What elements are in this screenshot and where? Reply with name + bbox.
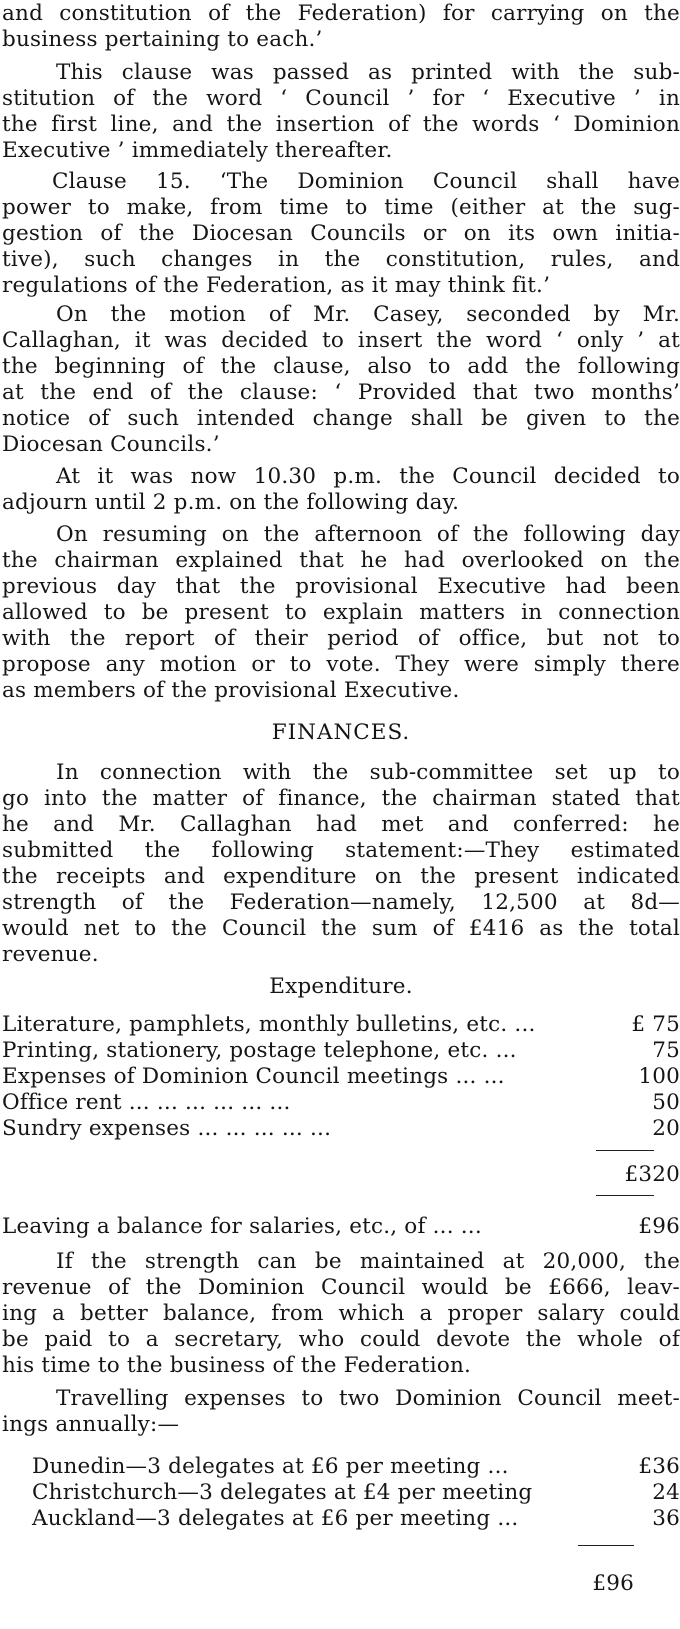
text-line: his time to the business of the Federation. bbox=[2, 1353, 472, 1378]
travel-row bbox=[32, 1479, 680, 1506]
text-line: At it was now 10.30 p.m. the Council decided to bbox=[56, 464, 680, 489]
text-line: the chairman explained that he had overlooked on the bbox=[2, 548, 680, 573]
sum-rule bbox=[596, 1150, 654, 1151]
text-line: tive), such changes in the constitution, rules, and bbox=[2, 247, 680, 272]
balance-amount: £96 bbox=[638, 1214, 680, 1239]
text-line: regulations of the Federation, as it may think fit.’ bbox=[2, 273, 551, 298]
expenditure-row bbox=[2, 1115, 680, 1142]
text-line: power to make, from time to time (either at the sug- bbox=[2, 195, 680, 220]
text-line: strength of the Federation—namely, 12,500 at 8d— bbox=[2, 890, 680, 915]
text-line: go into the matter of finance, the chairman stated that bbox=[2, 786, 680, 811]
text-line: Travelling expenses to two Dominion Council meet- bbox=[56, 1386, 680, 1411]
text-line: business pertaining to each.’ bbox=[2, 27, 323, 52]
text-line: the beginning of the clause, also to add the following bbox=[2, 354, 680, 379]
travel-amount: 24 bbox=[652, 1480, 680, 1505]
text-line: previous day that the provisional Executive had been bbox=[2, 574, 680, 599]
expenditure-label: Office rent ... ... ... ... ... ... bbox=[2, 1090, 291, 1115]
expenditure-amount: 50 bbox=[652, 1090, 680, 1115]
expenditure-total: £320 bbox=[624, 1162, 680, 1187]
text-line: Callaghan, it was decided to insert the word ‘ only ’ at bbox=[2, 328, 680, 353]
travel-row bbox=[32, 1505, 680, 1532]
expenditure-amount: 20 bbox=[652, 1116, 680, 1141]
text-line: ing a better balance, from which a proper salary could bbox=[2, 1301, 680, 1326]
subheading: Expenditure. bbox=[269, 974, 413, 999]
travel-row bbox=[32, 1453, 680, 1480]
text-line: with the report of their period of office, but not to bbox=[2, 626, 680, 651]
travel-amount: 36 bbox=[652, 1506, 680, 1531]
text-line: Diocesan Councils.’ bbox=[2, 432, 220, 457]
text-line: Executive ’ immediately thereafter. bbox=[2, 138, 393, 163]
expenditure-amount: 75 bbox=[652, 1038, 680, 1063]
travel-label: Auckland—3 delegates at £6 per meeting ... bbox=[32, 1506, 519, 1531]
travel-amount: £36 bbox=[638, 1454, 680, 1479]
text-line: revenue of the Dominion Council would be £666, leav- bbox=[2, 1275, 680, 1300]
expenditure-amount: £ 75 bbox=[631, 1012, 680, 1037]
text-line: This clause was passed as printed with the sub- bbox=[56, 60, 680, 85]
text-line: be paid to a secretary, who could devote the whole of bbox=[2, 1327, 680, 1352]
text-line: he and Mr. Callaghan had met and conferred: he bbox=[2, 812, 680, 837]
text-line: If the strength can be maintained at 20,000, the bbox=[56, 1249, 680, 1274]
text-line: notice of such intended change shall be given to the bbox=[2, 406, 680, 431]
text-line: propose any motion or to vote. They were simply there bbox=[2, 652, 680, 677]
expenditure-label: Literature, pamphlets, monthly bulletins, etc. ... bbox=[2, 1012, 536, 1037]
text-line: at the end of the clause: ‘ Provided that two months’ bbox=[2, 380, 680, 405]
text-line: the first line, and the insertion of the words ‘ Dominion bbox=[2, 112, 680, 137]
sum-rule bbox=[596, 1195, 654, 1196]
section-heading: FINANCES. bbox=[271, 720, 411, 745]
text-line: submitted the following statement:—They estimated bbox=[2, 838, 680, 863]
text-line: the receipts and expenditure on the present indicated bbox=[2, 864, 680, 889]
text-line: allowed to be present to explain matters in connection bbox=[2, 600, 680, 625]
text-line: stitution of the word ‘ Council ’ for ‘ Executive ’ in bbox=[2, 86, 680, 111]
travel-label: Dunedin—3 delegates at £6 per meeting ... bbox=[32, 1454, 509, 1479]
expenditure-row bbox=[2, 1089, 680, 1116]
expenditure-label: Expenses of Dominion Council meetings ... ... bbox=[2, 1064, 505, 1089]
text-line: would net to the Council the sum of £416 as the total bbox=[2, 916, 680, 941]
sum-rule bbox=[578, 1545, 634, 1546]
text-line: revenue. bbox=[2, 942, 99, 967]
expenditure-label: Sundry expenses ... ... ... ... ... bbox=[2, 1116, 332, 1141]
balance-row bbox=[2, 1213, 680, 1240]
text-line: On resuming on the afternoon of the following day bbox=[56, 522, 680, 547]
text-line: In connection with the sub-committee set up to bbox=[56, 760, 680, 785]
travel-total: £96 bbox=[592, 1571, 634, 1596]
travel-label: Christchurch—3 delegates at £4 per meeting bbox=[32, 1480, 533, 1505]
expenditure-label: Printing, stationery, postage telephone, etc. ... bbox=[2, 1038, 517, 1063]
text-line: as members of the provisional Executive. bbox=[2, 678, 460, 703]
text-line: On the motion of Mr. Casey, seconded by Mr. bbox=[56, 302, 680, 327]
text-line: ings annually:— bbox=[2, 1412, 180, 1437]
text-line: Clause 15. ‘The Dominion Council shall have bbox=[52, 169, 680, 194]
text-line: gestion of the Diocesan Councils or on its own initia- bbox=[2, 221, 680, 246]
text-line: and constitution of the Federation) for carrying on the bbox=[2, 1, 680, 26]
text-line: adjourn until 2 p.m. on the following day. bbox=[2, 490, 460, 515]
expenditure-row bbox=[2, 1037, 680, 1064]
balance-label: Leaving a balance for salaries, etc., of ... ... bbox=[2, 1214, 482, 1239]
expenditure-amount: 100 bbox=[638, 1064, 680, 1089]
expenditure-row bbox=[2, 1063, 680, 1090]
expenditure-row bbox=[2, 1011, 680, 1038]
